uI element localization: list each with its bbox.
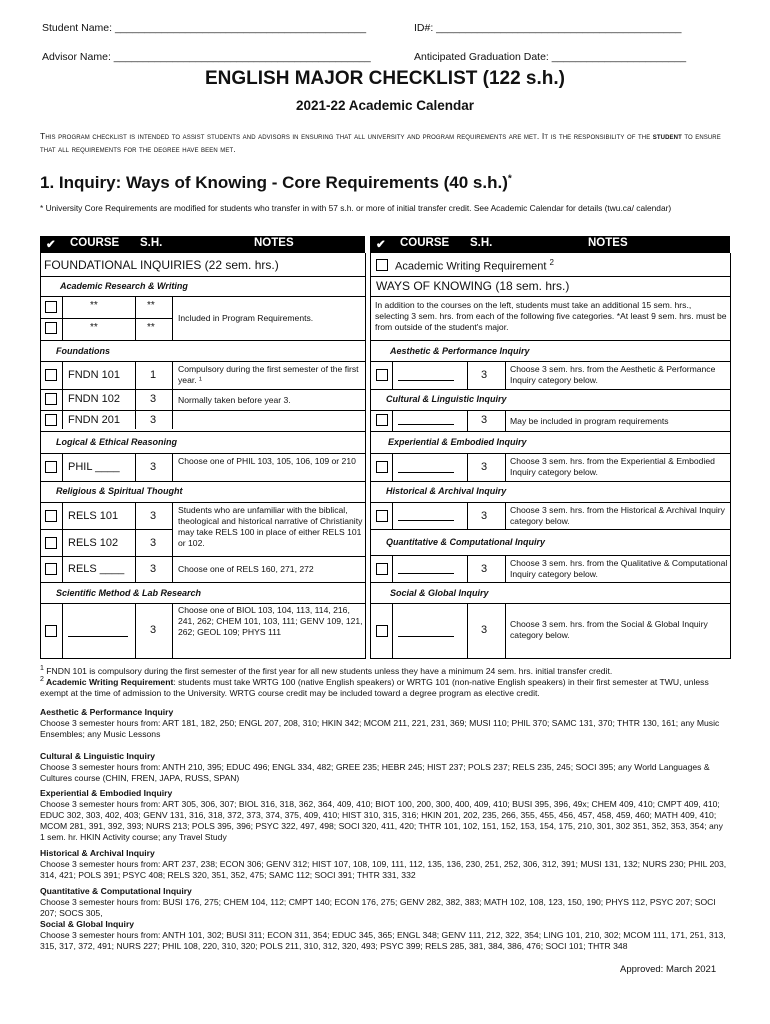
experiential-note: Choose 3 sem. hrs. from the Experiential & Embodied Inquiry category below. (510, 456, 715, 477)
intro-part2: to ensure that all requirements for the degree have been met. (40, 131, 721, 154)
category-research: Academic Research & Writing (60, 281, 188, 291)
social-sh: 3 (481, 624, 488, 636)
cultural-note: May be included in program requirements (510, 416, 669, 426)
category-block-text: Choose 3 semester hours from: ART 237, 238; ECON 306; GENV 312; HIST 107, 108, 109, 111, 112, 135, 136, 230, 251, 252, 306, 312, 391; MUSI 131, 132; NURS 230; PHIL 203, 314, 421; POLS 391; PSYC 408; RELS 320, 351, 352, 475; SAMC 112; SOCI 391; THTR 331, 332 (40, 859, 727, 880)
fndn101-checkbox[interactable] (45, 369, 57, 381)
category-science: Scientific Method & Lab Research (56, 588, 202, 598)
category-block-title: Cultural & Linguistic Inquiry (40, 751, 156, 761)
section-note: * University Core Requirements are modified for students who transfer in with 57 s.h. or more of initial transfer credit. See Academic Calendar for details (twu.ca/ calendar) (40, 203, 672, 213)
historical-course-blank[interactable] (398, 520, 454, 521)
quantitative-course-blank[interactable] (398, 573, 454, 574)
page-title: ENGLISH MAJOR CHECKLIST (122 s.h.) (205, 68, 565, 89)
experiential-checkbox[interactable] (376, 461, 388, 473)
category-aesthetic: Aesthetic & Performance Inquiry (390, 346, 530, 356)
cultural-checkbox[interactable] (376, 414, 388, 426)
notes-header: NOTES (588, 237, 628, 249)
research-checkbox-2[interactable] (45, 322, 57, 334)
category-block-cultural (40, 751, 730, 784)
category-block-text: Choose 3 semester hours from: ART 305, 306, 307; BIOL 316, 318, 362, 364, 409, 410; BIOT 100, 200, 300, 400, 409, 410; BUSI 395, 396, 49x; CHEM 409, 410; CMPT 409, 410; EDUC 302, 303, 402, 403; GENV 131, 316, 318, 372, 373, 374, 375, 409, 410; HIST 310, 315, 316; HKIN 201, 202, 235, 266, 355, 455, 456, 457, 458, 459, 460; MATH 409, 410; MCOM 281, 391, 392, 393; NURS 213; POLS 395, 396; PSYC 322, 497, 498; SOCI 320, 411, 420; THTR 101, 102, 151, 152, 153, 154, 175, 210, 301, 302 351, 352, 353, 354; any 1 sem. hr. HKIN Activity course; any Travel Study (40, 799, 723, 842)
quantitative-checkbox[interactable] (376, 563, 388, 575)
science-note: Choose one of BIOL 103, 104, 113, 114, 216, 241, 262; CHEM 101, 103, 111; GENV 109, 121, 262; GEOL 109; PHYS 111 (178, 605, 363, 637)
left-table-header (40, 236, 365, 253)
category-historical: Historical & Archival Inquiry (386, 486, 507, 496)
fndn102-sh: 3 (150, 393, 157, 405)
page-subtitle: 2021-22 Academic Calendar (295, 98, 475, 113)
research-sh-1: ** (147, 300, 155, 311)
experiential-course-blank[interactable] (398, 472, 454, 473)
approved-date: Approved: March 2021 (620, 964, 717, 975)
wok-heading: WAYS OF KNOWING (18 sem. hrs.) (376, 279, 570, 293)
science-sh: 3 (150, 624, 157, 636)
aesthetic-course-blank[interactable] (398, 380, 454, 381)
foundational-heading: FOUNDATIONAL INQUIRIES (22 sem. hrs.) (44, 258, 279, 272)
graduation-date-field[interactable]: Anticipated Graduation Date: _______________________ (414, 51, 687, 63)
student-name-field[interactable]: Student Name: ___________________________________________ (42, 22, 367, 34)
aesthetic-sh: 3 (481, 369, 488, 381)
category-block-title: Aesthetic & Performance Inquiry (40, 707, 174, 717)
category-block-title: Quantitative & Computational Inquiry (40, 886, 192, 896)
fndn201-course: FNDN 201 (68, 414, 120, 426)
phil-sh: 3 (150, 461, 157, 473)
research-course-1: ** (90, 300, 98, 311)
sh-header: S.H. (470, 237, 493, 249)
quantitative-sh: 3 (481, 563, 488, 575)
aesthetic-note: Choose 3 sem. hrs. from the Aesthetic & Performance Inquiry category below. (510, 364, 716, 385)
fndn102-checkbox[interactable] (45, 393, 57, 405)
social-course-blank[interactable] (398, 636, 454, 637)
category-block-historical (40, 848, 730, 881)
section-title: 1. Inquiry: Ways of Knowing - Core Requirements (40 s.h.) (40, 173, 508, 192)
research-checkbox-1[interactable] (45, 301, 57, 313)
research-sh-2: ** (147, 322, 155, 333)
awr-label (395, 258, 554, 273)
intro-part1: This program checklist is intended to assist students and advisors in ensuring that all university and program requirements are met. It is the responsibility of the (40, 131, 653, 141)
course-header: COURSE (70, 237, 120, 249)
intro-student: student (652, 131, 682, 141)
category-block-text: Choose 3 semester hours from: ART 181, 182, 250; ENGL 207, 208, 310; HKIN 342; MCOM 211, 221, 231, 369; MUSI 110; PHIL 370; SAMC 131, 370; THTR 130, 161; any Music Ensembles; any Music Lessons (40, 718, 720, 739)
advisor-name-field[interactable]: Advisor Name: ____________________________________________ (42, 51, 371, 63)
phil-note: Choose one of PHIL 103, 105, 106, 109 or 210 (178, 456, 356, 466)
fndn101-note: Compulsory during the first semester of the first year. ¹ (178, 364, 359, 385)
rels101-course: RELS 101 (68, 510, 119, 522)
rels-elective-sh: 3 (150, 563, 157, 575)
awr-text: Academic Writing Requirement (395, 260, 550, 273)
rels101-sh: 3 (150, 510, 157, 522)
sh-header: S.H. (140, 237, 163, 249)
phil-course: PHIL ____ (68, 461, 120, 473)
right-table-header (370, 236, 730, 253)
research-course-2: ** (90, 322, 98, 333)
category-logic: Logical & Ethical Reasoning (56, 437, 178, 447)
course-header: COURSE (400, 237, 450, 249)
fndn201-checkbox[interactable] (45, 414, 57, 426)
rels102-sh: 3 (150, 537, 157, 549)
rels-elective-course: RELS ____ (68, 563, 125, 575)
footnote-2-text: : students must take WRTG 100 (native English speakers) or WRTG 101 (non-native English speakers) in their first semester at TWU, unless exempt at the time of admission to the University. WRTG course credit may be included toward a degree program as elective credit. (40, 676, 709, 698)
category-block-text: Choose 3 semester hours from: ANTH 210, 395; EDUC 496; ENGL 334, 482; GREE 235; HEBR 245; HIST 237; POLS 237; RELS 235, 245; SOCI 395; any World Languages & Cultures course (CHIN, FREN, JAPA, RUSS, SPAN) (40, 762, 710, 783)
rels102-checkbox[interactable] (45, 537, 57, 549)
science-checkbox[interactable] (45, 625, 57, 637)
footnote-2-num: 2 (40, 676, 44, 683)
historical-note: Choose 3 sem. hrs. from the Historical & Archival Inquiry category below. (510, 505, 725, 526)
category-block-title: Experiential & Embodied Inquiry (40, 788, 173, 798)
category-religious: Religious & Spiritual Thought (56, 486, 183, 496)
social-checkbox[interactable] (376, 625, 388, 637)
category-block-title: Historical & Archival Inquiry (40, 848, 155, 858)
category-block-text: Choose 3 semester hours from: BUSI 176, 275; CHEM 104, 112; CMPT 140; ECON 176, 275; GENV 282, 382, 383; MATH 102, 108, 123, 150, 190; PHYS 112, PSYC 207; SOCI 207; SOCS 305, (40, 897, 716, 918)
category-block-experiential (40, 788, 730, 843)
cultural-course-blank[interactable] (398, 424, 454, 425)
rels-note: Students who are unfamiliar with the biblical, theological and historical narrative of Christianity may take RELS 100 in place of either RELS 101 or 102. (178, 505, 363, 548)
science-course-blank[interactable] (68, 636, 128, 637)
category-block-quantitative (40, 886, 730, 919)
cultural-sh: 3 (481, 414, 488, 426)
rels102-course: RELS 102 (68, 537, 119, 549)
historical-checkbox[interactable] (376, 510, 388, 522)
research-note: Included in Program Requirements. (178, 313, 314, 323)
quantitative-note: Choose 3 sem. hrs. from the Qualitative & Computational Inquiry category below. (510, 558, 728, 579)
social-note: Choose 3 sem. hrs. from the Social & Global Inquiry category below. (510, 619, 708, 640)
rels-elective-checkbox[interactable] (45, 563, 57, 575)
footnote-2-bold: Academic Writing Requirement (43, 676, 174, 687)
rels101-checkbox[interactable] (45, 510, 57, 522)
category-foundations: Foundations (56, 346, 110, 356)
experiential-sh: 3 (481, 461, 488, 473)
category-social: Social & Global Inquiry (390, 588, 489, 598)
aesthetic-checkbox[interactable] (376, 369, 388, 381)
category-quantitative: Quantitative & Computational Inquiry (386, 537, 546, 547)
awr-checkbox[interactable] (376, 259, 388, 271)
fndn101-course: FNDN 101 (68, 369, 120, 381)
phil-checkbox[interactable] (45, 461, 57, 473)
intro-text (40, 130, 730, 155)
category-block-social (40, 919, 730, 952)
fndn201-sh: 3 (150, 414, 157, 426)
wok-note: In addition to the courses on the left, students must take an additional 15 sem. hrs., selecting 3 sem. hrs. from each of the following five categories. *At least 9 sem. hrs. must be from outside of the student's major. (375, 300, 727, 332)
rels-elective-note: Choose one of RELS 160, 271, 272 (178, 564, 314, 574)
category-cultural: Cultural & Linguistic Inquiry (386, 394, 507, 404)
check-header-icon: ✔ (376, 239, 386, 251)
fndn101-sh: 1 (150, 369, 157, 381)
footnote-1-text: FNDN 101 is compulsory during the first semester of the first year for all new students unless they have a minimum 24 sem. hrs. initial transfer credit. (43, 665, 613, 676)
awr-sup: 2 (549, 258, 554, 267)
section-star: * (507, 173, 512, 185)
category-block-title: Social & Global Inquiry (40, 919, 135, 929)
category-block-text: Choose 3 semester hours from: ANTH 101, 302; BUSI 311; ECON 311, 354; EDUC 345, 365; ENGL 348; GENV 111, 212, 322, 354; LING 101, 210, 302; MCOM 111, 171, 251, 313, 315, 317, 372, 491; NURS 227; PHIL 108, 220, 310, 320; POLS 211, 310, 312, 320, 493; PSYC 399; RELS 285, 381, 384, 386, 476; SOCI 101; THTR 348 (40, 930, 726, 951)
footnote-1-num: 1 (40, 665, 44, 672)
fndn102-course: FNDN 102 (68, 393, 120, 405)
fndn102-note: Normally taken before year 3. (178, 395, 291, 405)
historical-sh: 3 (481, 510, 488, 522)
category-block-aesthetic (40, 707, 730, 740)
check-header-icon: ✔ (46, 239, 56, 251)
id-field[interactable]: ID#: __________________________________________ (414, 22, 682, 34)
section-heading (40, 173, 512, 193)
notes-header: NOTES (254, 237, 294, 249)
footnote-2 (40, 674, 730, 699)
category-experiential: Experiential & Embodied Inquiry (388, 437, 527, 447)
